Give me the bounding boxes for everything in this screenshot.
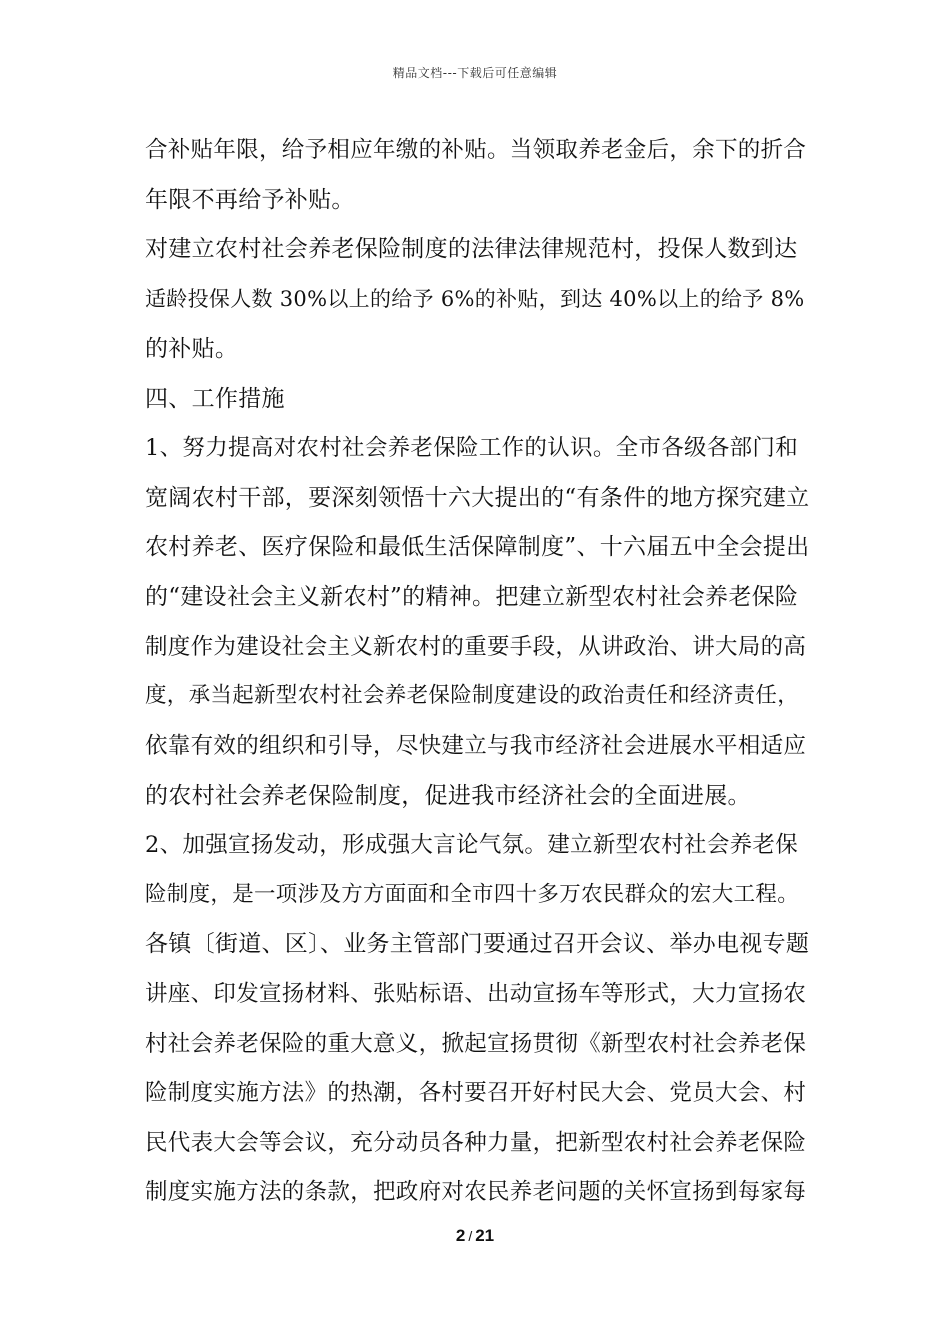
page-number [0, 1226, 950, 1246]
body-line-3: 对建立农村社会养老保险制度的法律法律规范村，投保人数到达 [145, 236, 798, 262]
page-header: 精品文档---下载后可任意编辑 [392, 66, 558, 80]
body-line-12: 度，承当起新型农村社会养老保险制度建设的政治责任和经济责任， [145, 683, 800, 708]
current-page: 2 [455, 1226, 466, 1245]
body-line-5: 的补贴。 [145, 336, 239, 362]
body-line-13: 依靠有效的组织和引导，尽快建立与我市经济社会进展水平相适应 [145, 733, 807, 759]
section-heading: 四、工作措施 [145, 386, 285, 412]
body-line-14: 的农村社会养老保险制度，促进我市经济社会的全面进展。 [145, 783, 751, 809]
body-line-17: 各镇〔街道、区〕、业务主管部门要通过召开会议、举办电视专题 [145, 931, 810, 957]
body-line-21: 民代表大会等会议，充分动员各种力量，把新型农村社会养老保险 [145, 1130, 807, 1156]
body-line-19: 村社会养老保险的重大意义，掀起宣扬贯彻《新型农村社会养老保 [145, 1031, 807, 1057]
body-line-15: 2、加强宣扬发动，形成强大言论气氛。建立新型农村社会养老保 [145, 832, 799, 858]
body-line-18: 讲座、印发宣扬材料、张贴标语、出动宣扬车等形式，大力宣扬农 [145, 981, 807, 1007]
body-line-16: 险制度，是一项涉及方方面面和全市四十多万农民群众的宏大工程。 [145, 882, 800, 907]
body-line-20: 险制度实施方法》的热潮，各村要召开好村民大会、党员大会、村 [145, 1080, 807, 1106]
body-line-22: 制度实施方法的条款，把政府对农民养老问题的关怀宣扬到每家每 [145, 1179, 807, 1205]
body-line-2: 年限不再给予补贴。 [145, 187, 355, 213]
body-line-7: 1、努力提高对农村社会养老保险工作的认识。全市各级各部门和 [145, 435, 799, 461]
body-line-11: 制度作为建设社会主义新农村的重要手段，从讲政治、讲大局的高 [145, 634, 807, 660]
page-separator: / [468, 1228, 473, 1244]
total-pages: 21 [475, 1226, 495, 1245]
body-line-10: 的“建设社会主义新农村”的精神。把建立新型农村社会养老保险 [145, 584, 799, 610]
body-line-1: 合补贴年限，给予相应年缴的补贴。当领取养老金后，余下的折合 [145, 137, 807, 163]
body-line-8: 宽阔农村干部，要深刻领悟十六大提出的“有条件的地方探究建立 [145, 485, 810, 511]
body-line-4: 适龄投保人数 30%以上的给予 6%的补贴，到达 40%以上的给予 8% [145, 287, 805, 311]
body-line-9: 农村养老、医疗保险和最低生活保障制度”、十六届五中全会提出 [145, 534, 810, 560]
